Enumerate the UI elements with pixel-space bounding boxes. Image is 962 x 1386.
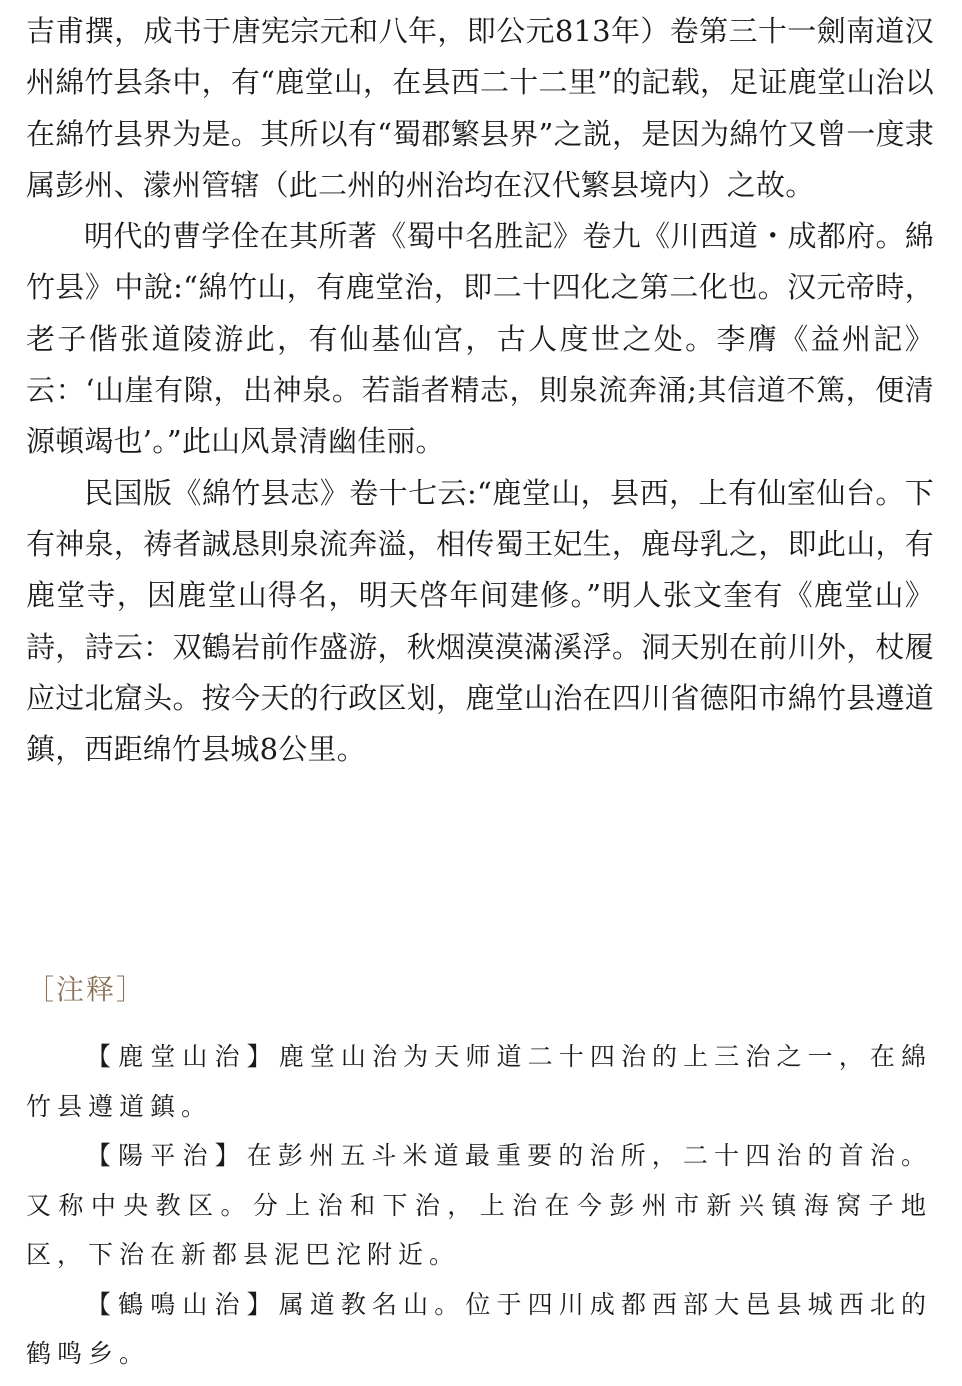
note-item [26, 1131, 932, 1280]
body-text [26, 6, 934, 775]
note-term: 【鶴鳴山治】 [86, 1289, 279, 1319]
note-term: 【陽平治】 [86, 1141, 247, 1170]
paragraph-1: 吉甫撰，成书于唐宪宗元和八年，即公元813年）卷第三十一劍南道汉州綿竹县条中，有“鹿堂山，在县西二十二里”的記载，足证鹿堂山治以在綿竹县界为是。其所以有“蜀郡繁县界”之説，是因为綿竹又曾一度隶属彭州、濛州管辖（此二州的州治均在汉代繁县境内）之故。 [26, 14, 934, 202]
note-term: 【鹿堂山治】 [86, 1042, 279, 1071]
note-item [26, 1032, 932, 1131]
note-text: 在彭州五斗米道最重要的治所，二十四治的首治。又称中央教区。分上治和下治，上治在今彭州市新兴镇海窝子地区，下治在新都县泥巴沱附近。 [26, 1141, 932, 1269]
note-text: 鹿堂山治为天师道二十四治的上三治之一，在綿竹县遵道鎮。 [26, 1042, 932, 1121]
note-item [26, 1280, 932, 1379]
paragraph-3: 民国版《綿竹县志》卷十七云:“鹿堂山，县西，上有仙室仙台。下有神泉，祷者誠恳則泉流奔溢，相传蜀王妃生，鹿母乳之，即此山，有鹿堂寺，因鹿堂山得名，明天啓年间建修。”明人张文奎有《鹿堂山》詩，詩云：双鶴岩前作盛游，秋烟漠漠滿溪浮。洞天别在前川外，杖履应过北窟头。按今天的行政区划，鹿堂山治在四川省德阳市綿竹县遵道鎮，西距绵竹县城8公里。 [26, 475, 934, 767]
paragraph-2: 明代的曹学佺在其所著《蜀中名胜記》卷九《川西道・成都府。綿竹县》中說:“綿竹山，有鹿堂治，即二十四化之第二化也。汉元帝時，老子偕张道陵游此，有仙基仙宫，古人度世之处。李膺《益州記》云：‘山崖有隙，出神泉。若詣者精志，則泉流奔涌;其信道不篤，便清源頓竭也’。”此山风景清幽佳丽。 [26, 219, 934, 459]
note-text: 属道教名山。位于四川成都西部大邑县城西北的鹤鸣乡。 [26, 1289, 932, 1368]
notes-heading: ［注释］ [26, 973, 147, 1006]
notes-list [26, 1032, 932, 1379]
